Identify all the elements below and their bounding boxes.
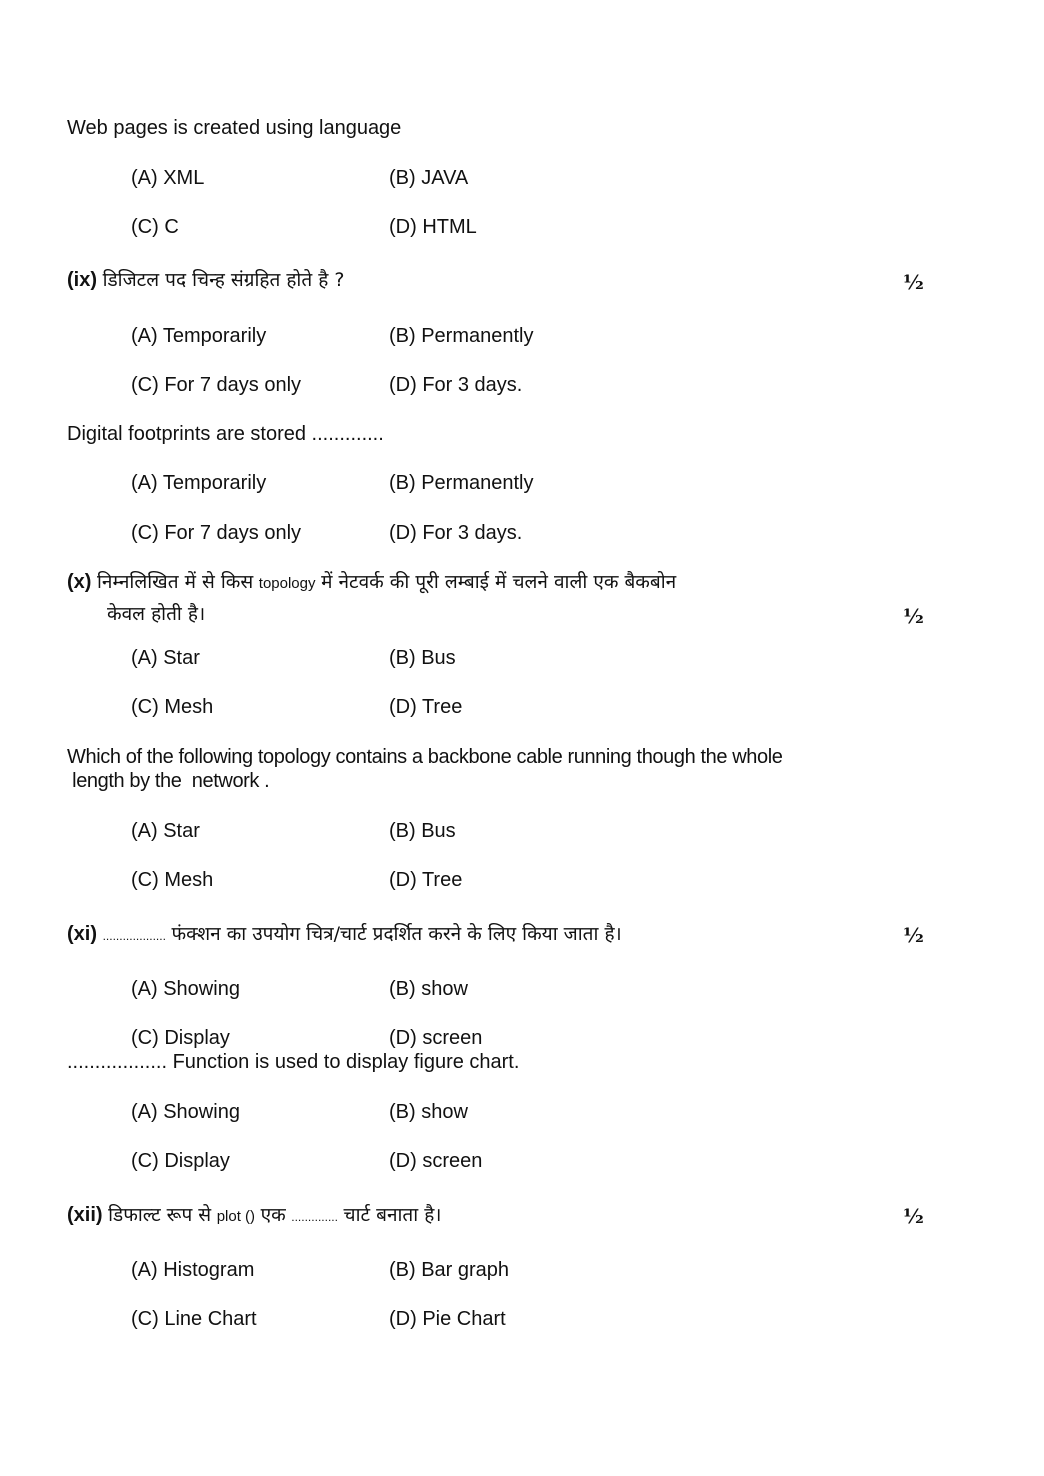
option-d: (D) Pie Chart xyxy=(389,1308,506,1330)
option-d: (D) HTML xyxy=(389,216,477,238)
option-b: (B) show xyxy=(389,1101,468,1123)
question-number: (ix) xyxy=(67,269,97,291)
question-text-part2: में नेटवर्क की पूरी लम्बाई में चलने वाली एक बैकबोन xyxy=(321,571,677,593)
option-a: (A) Temporarily xyxy=(131,472,267,494)
question-text-part2: एक xyxy=(260,1204,286,1226)
answer-blank: ................... xyxy=(102,929,166,943)
question-text: Digital footprints are stored ............. xyxy=(67,423,384,445)
question-x-hindi xyxy=(67,570,676,596)
option-d: (D) Tree xyxy=(389,869,463,891)
option-d: (D) For 3 days. xyxy=(389,374,523,396)
option-d: (D) Tree xyxy=(389,696,463,718)
option-a: (A) Temporarily xyxy=(131,325,267,347)
question-text: फंक्शन का उपयोग चित्र/चार्ट प्रदर्शित करने के लिए किया जाता है। xyxy=(171,923,622,945)
question-text-part1: डिफाल्ट रूप से xyxy=(108,1204,212,1226)
marks-label: ½ xyxy=(903,923,924,947)
option-d: (D) screen xyxy=(389,1027,483,1049)
question-text-english-term: topology xyxy=(258,575,316,592)
question-number: (x) xyxy=(67,571,92,593)
option-c: (C) Display xyxy=(131,1150,230,1172)
option-b: (B) Permanently xyxy=(389,472,534,494)
question-xii-hindi xyxy=(67,1203,442,1229)
option-a: (A) Showing xyxy=(131,978,240,1000)
option-a: (A) Showing xyxy=(131,1101,240,1123)
question-text: Web pages is created using language xyxy=(67,117,402,139)
question-number: (xii) xyxy=(67,1204,103,1226)
option-d: (D) For 3 days. xyxy=(389,522,523,544)
marks-label: ½ xyxy=(903,1204,924,1228)
marks-label: ½ xyxy=(903,604,924,628)
option-d: (D) screen xyxy=(389,1150,483,1172)
option-c: (C) Display xyxy=(131,1027,230,1049)
question-text-line1: Which of the following topology contains a backbone cable running though the whole xyxy=(67,746,783,768)
question-xi-hindi xyxy=(67,922,622,948)
marks-label: ½ xyxy=(903,270,924,294)
option-b: (B) Permanently xyxy=(389,325,534,347)
option-b: (B) Bus xyxy=(389,820,456,842)
option-c: (C) Mesh xyxy=(131,696,214,718)
question-text-english-term: plot () xyxy=(216,1208,256,1225)
option-a: (A) XML xyxy=(131,167,205,189)
option-a: (A) Histogram xyxy=(131,1259,255,1281)
question-text-part1: निम्नलिखित में से किस xyxy=(97,571,254,593)
option-c: (C) For 7 days only xyxy=(131,374,302,396)
option-b: (B) Bus xyxy=(389,647,456,669)
question-text-line2: length by the network . xyxy=(67,770,270,792)
option-c: (C) C xyxy=(131,216,179,238)
option-a: (A) Star xyxy=(131,647,200,669)
question-number: (xi) xyxy=(67,923,97,945)
option-c: (C) Mesh xyxy=(131,869,214,891)
option-b: (B) Bar graph xyxy=(389,1259,510,1281)
option-c: (C) Line Chart xyxy=(131,1308,257,1330)
option-a: (A) Star xyxy=(131,820,200,842)
question-text: .................. Function is used to display figure chart. xyxy=(67,1051,520,1073)
option-b: (B) show xyxy=(389,978,468,1000)
question-ix-hindi xyxy=(67,268,344,292)
option-b: (B) JAVA xyxy=(389,167,469,189)
question-text: डिजिटल पद चिन्ह संग्रहित होते है ? xyxy=(102,269,345,291)
option-c: (C) For 7 days only xyxy=(131,522,302,544)
question-text-line2: केवल होती है। xyxy=(107,603,206,625)
answer-blank: .............. xyxy=(291,1210,338,1224)
question-text-part3: चार्ट बनाता है। xyxy=(343,1204,442,1226)
